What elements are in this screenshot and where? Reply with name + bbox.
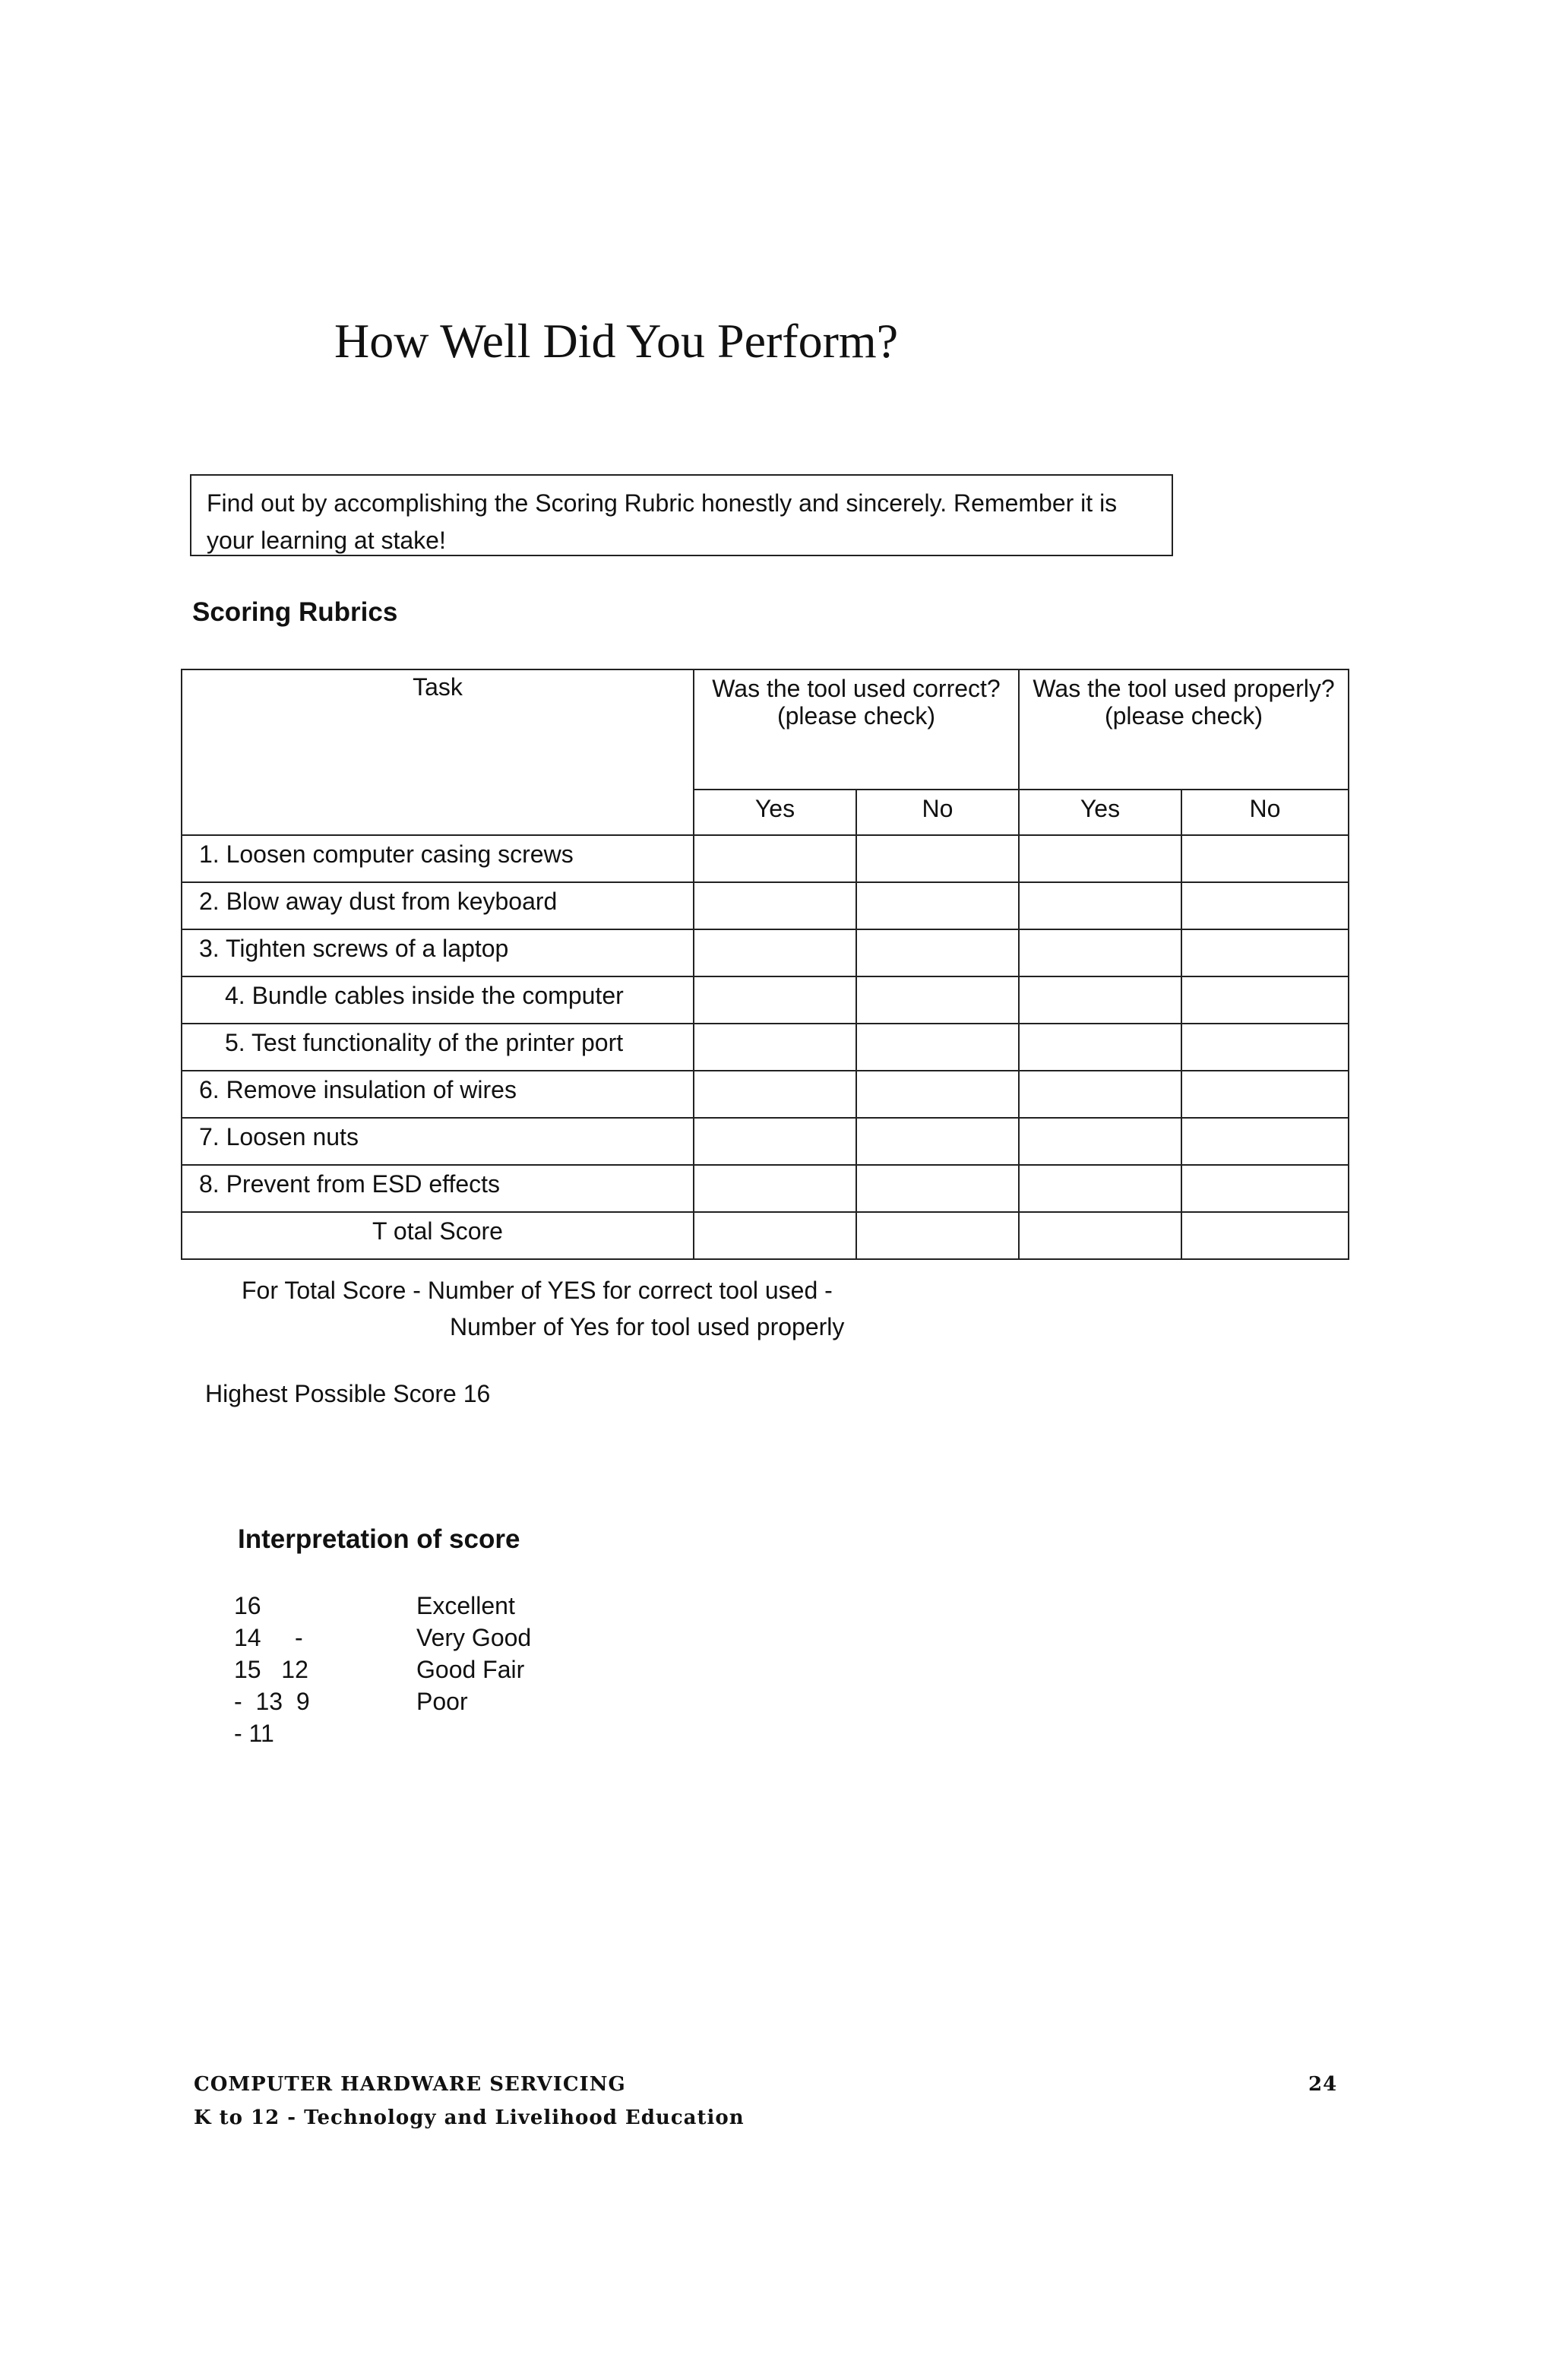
check-cell[interactable]: [694, 1071, 856, 1118]
check-cell[interactable]: [856, 835, 1019, 882]
table-row: [182, 929, 1349, 976]
task-label: 1. Loosen computer casing screws: [182, 835, 694, 882]
check-cell[interactable]: [1019, 1165, 1181, 1212]
task-label: 4. Bundle cables inside the computer: [182, 976, 694, 1024]
check-cell[interactable]: [1019, 1071, 1181, 1118]
check-cell[interactable]: [856, 976, 1019, 1024]
check-cell[interactable]: [694, 1024, 856, 1071]
footer-program: K to 12 - Technology and Livelihood Education: [194, 2106, 745, 2129]
page-title: How Well Did You Perform?: [334, 314, 899, 368]
check-cell[interactable]: [1181, 929, 1349, 976]
task-label: 3. Tighten screws of a laptop: [182, 929, 694, 976]
task-label: 8. Prevent from ESD effects: [182, 1165, 694, 1212]
check-cell[interactable]: [694, 1165, 856, 1212]
score-range: - 13 9: [234, 1688, 310, 1715]
table-row: [182, 882, 1349, 929]
scoring-rubric-table: [181, 669, 1349, 1260]
table-row: [182, 835, 1349, 882]
intro-box: Find out by accomplishing the Scoring Rubric honestly and sincerely. Remember it is your learning at stake!: [190, 474, 1173, 556]
check-cell[interactable]: [1181, 1071, 1349, 1118]
task-label: 5. Test functionality of the printer port: [182, 1024, 694, 1071]
correct-tool-header: Was the tool used correct? (please check): [694, 669, 1019, 790]
check-cell[interactable]: [856, 929, 1019, 976]
correct-no-header: No: [856, 790, 1019, 835]
formula-line-2: Number of Yes for tool used properly: [450, 1313, 845, 1340]
proper-tool-header: Was the tool used properly? (please check): [1019, 669, 1349, 790]
task-label: 6. Remove insulation of wires: [182, 1071, 694, 1118]
check-cell[interactable]: [1181, 1165, 1349, 1212]
proper-yes-header: Yes: [1019, 790, 1181, 835]
score-range: - 11: [234, 1720, 274, 1747]
proper-no-header: No: [1181, 790, 1349, 835]
table-row: [182, 1071, 1349, 1118]
score-cell[interactable]: [856, 1212, 1019, 1259]
score-range: 15 12: [234, 1656, 308, 1683]
interpretation-heading: Interpretation of score: [238, 1524, 520, 1554]
check-cell[interactable]: [1019, 1024, 1181, 1071]
score-ranges: [234, 1590, 401, 1760]
score-rating: Poor: [416, 1688, 468, 1715]
check-cell[interactable]: [1181, 882, 1349, 929]
score-range: 16: [234, 1592, 261, 1619]
table-row: [182, 976, 1349, 1024]
check-cell[interactable]: [1181, 976, 1349, 1024]
score-cell[interactable]: [694, 1212, 856, 1259]
check-cell[interactable]: [1019, 1118, 1181, 1165]
total-row: [182, 1212, 1349, 1259]
check-cell[interactable]: [856, 1024, 1019, 1071]
score-rating: Very Good: [416, 1624, 532, 1651]
check-cell[interactable]: [1181, 835, 1349, 882]
task-label: 7. Loosen nuts: [182, 1118, 694, 1165]
task-label: 2. Blow away dust from keyboard: [182, 882, 694, 929]
score-cell[interactable]: [1181, 1212, 1349, 1259]
rubric-heading: Scoring Rubrics: [192, 597, 398, 627]
check-cell[interactable]: [856, 1165, 1019, 1212]
check-cell[interactable]: [1019, 835, 1181, 882]
check-cell[interactable]: [694, 976, 856, 1024]
check-cell[interactable]: [856, 882, 1019, 929]
score-rating: Excellent: [416, 1592, 515, 1619]
check-cell[interactable]: [694, 835, 856, 882]
check-cell[interactable]: [856, 1118, 1019, 1165]
table-row: [182, 1118, 1349, 1165]
highest-score: Highest Possible Score 16: [205, 1380, 491, 1407]
check-cell[interactable]: [694, 882, 856, 929]
table-row: [182, 1165, 1349, 1212]
check-cell[interactable]: [1019, 929, 1181, 976]
total-score-label: T otal Score: [182, 1212, 694, 1259]
task-header: Task: [182, 669, 694, 835]
score-rating: Good Fair: [416, 1656, 525, 1683]
formula-line-1: For Total Score - Number of YES for correct tool used -: [242, 1277, 833, 1304]
score-ratings: [416, 1590, 531, 1717]
check-cell[interactable]: [1181, 1024, 1349, 1071]
check-cell[interactable]: [856, 1071, 1019, 1118]
score-cell[interactable]: [1019, 1212, 1181, 1259]
correct-yes-header: Yes: [694, 790, 856, 835]
page-number: 24: [1308, 2073, 1338, 2096]
score-range: 14 -: [234, 1624, 303, 1651]
check-cell[interactable]: [1019, 882, 1181, 929]
check-cell[interactable]: [694, 929, 856, 976]
check-cell[interactable]: [694, 1118, 856, 1165]
footer-subject: COMPUTER HARDWARE SERVICING: [194, 2073, 626, 2096]
check-cell[interactable]: [1181, 1118, 1349, 1165]
check-cell[interactable]: [1019, 976, 1181, 1024]
table-row: [182, 1024, 1349, 1071]
